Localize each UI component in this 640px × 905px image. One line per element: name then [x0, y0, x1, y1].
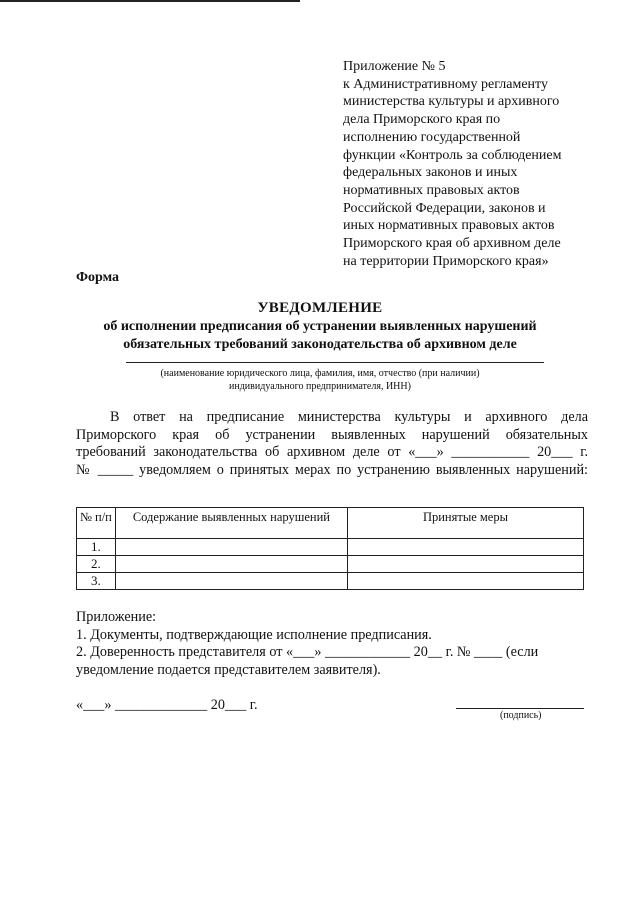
form-label: Форма	[76, 270, 120, 285]
caption-line: индивидуального предпринимателя, ИНН)	[229, 381, 411, 392]
violation-cell[interactable]	[115, 573, 347, 590]
organization-caption	[0, 367, 640, 393]
table-row	[77, 556, 584, 573]
violation-cell[interactable]	[115, 556, 347, 573]
measures-cell[interactable]	[347, 556, 583, 573]
header-content: Содержание выявленных нарушений	[115, 508, 347, 539]
measures-table	[76, 507, 584, 590]
table-header-row	[77, 508, 584, 539]
appendix-line: Приложение № 5	[343, 59, 446, 74]
appendix-line: к Административному регламенту	[343, 76, 548, 92]
document-title: УВЕДОМЛЕНИЕ	[257, 300, 383, 316]
organization-name-field[interactable]	[126, 362, 544, 363]
appendix-line: на территории Приморского края»	[343, 253, 549, 269]
body-line: требований законодательства об архивном деле от «___» ___________ 20___ г.	[76, 444, 588, 460]
caption-line: (наименование юридического лица, фамилия, имя, отчество (при наличии)	[160, 368, 480, 379]
body-line: Приморского края об устранении выявленных нарушений обязательных	[76, 426, 588, 443]
appendix-line: Приморского края об архивном деле	[343, 236, 561, 252]
attachment-item: 2. Доверенность представителя от «___» ____________ 20__ г. № ____ (если	[76, 644, 539, 660]
table-row	[77, 539, 584, 556]
row-number: 1.	[77, 539, 116, 556]
document-subtitle	[0, 318, 640, 353]
header-number: № п/п	[77, 508, 116, 539]
row-number: 2.	[77, 556, 116, 573]
attachment-item-continued: уведомление подается представителем заявителя).	[76, 661, 381, 678]
appendix-line: функции «Контроль за соблюдением	[343, 147, 562, 163]
header-measures: Принятые меры	[347, 508, 583, 539]
attachments-block	[76, 609, 596, 679]
violation-cell[interactable]	[115, 539, 347, 556]
date-field[interactable]: «___» _____________ 20___ г.	[76, 697, 258, 713]
appendix-line: Российской Федерации, законов и	[343, 200, 546, 216]
appendix-line: федеральных законов и иных	[343, 165, 518, 181]
signature-caption: (подпись)	[500, 710, 542, 721]
measures-cell[interactable]	[347, 573, 583, 590]
subtitle-line: обязательных требований законодательства об архивном деле	[123, 336, 517, 352]
table-row	[77, 573, 584, 590]
body-paragraph	[76, 409, 588, 479]
body-line: № _____ уведомляем о принятых мерах по устранению выявленных нарушений:	[76, 461, 588, 478]
appendix-line: исполнению государственной	[343, 129, 521, 145]
subtitle-line: об исполнении предписания об устранении выявленных нарушений	[103, 319, 537, 334]
measures-cell[interactable]	[347, 539, 583, 556]
appendix-line: нормативных правовых актов	[343, 182, 520, 198]
signature-field[interactable]	[456, 708, 584, 709]
row-number: 3.	[77, 573, 116, 590]
attachments-heading: Приложение:	[76, 609, 157, 625]
attachment-item: 1. Документы, подтверждающие исполнение предписания.	[76, 626, 432, 643]
appendix-block	[343, 58, 603, 270]
top-rule	[0, 0, 300, 2]
appendix-line: дела Приморского края по	[343, 112, 501, 128]
body-line: В ответ на предписание министерства культуры и архивного дела	[110, 409, 588, 425]
appendix-line: иных нормативных правовых актов	[343, 218, 555, 234]
appendix-line: министерства культуры и архивного	[343, 94, 560, 110]
